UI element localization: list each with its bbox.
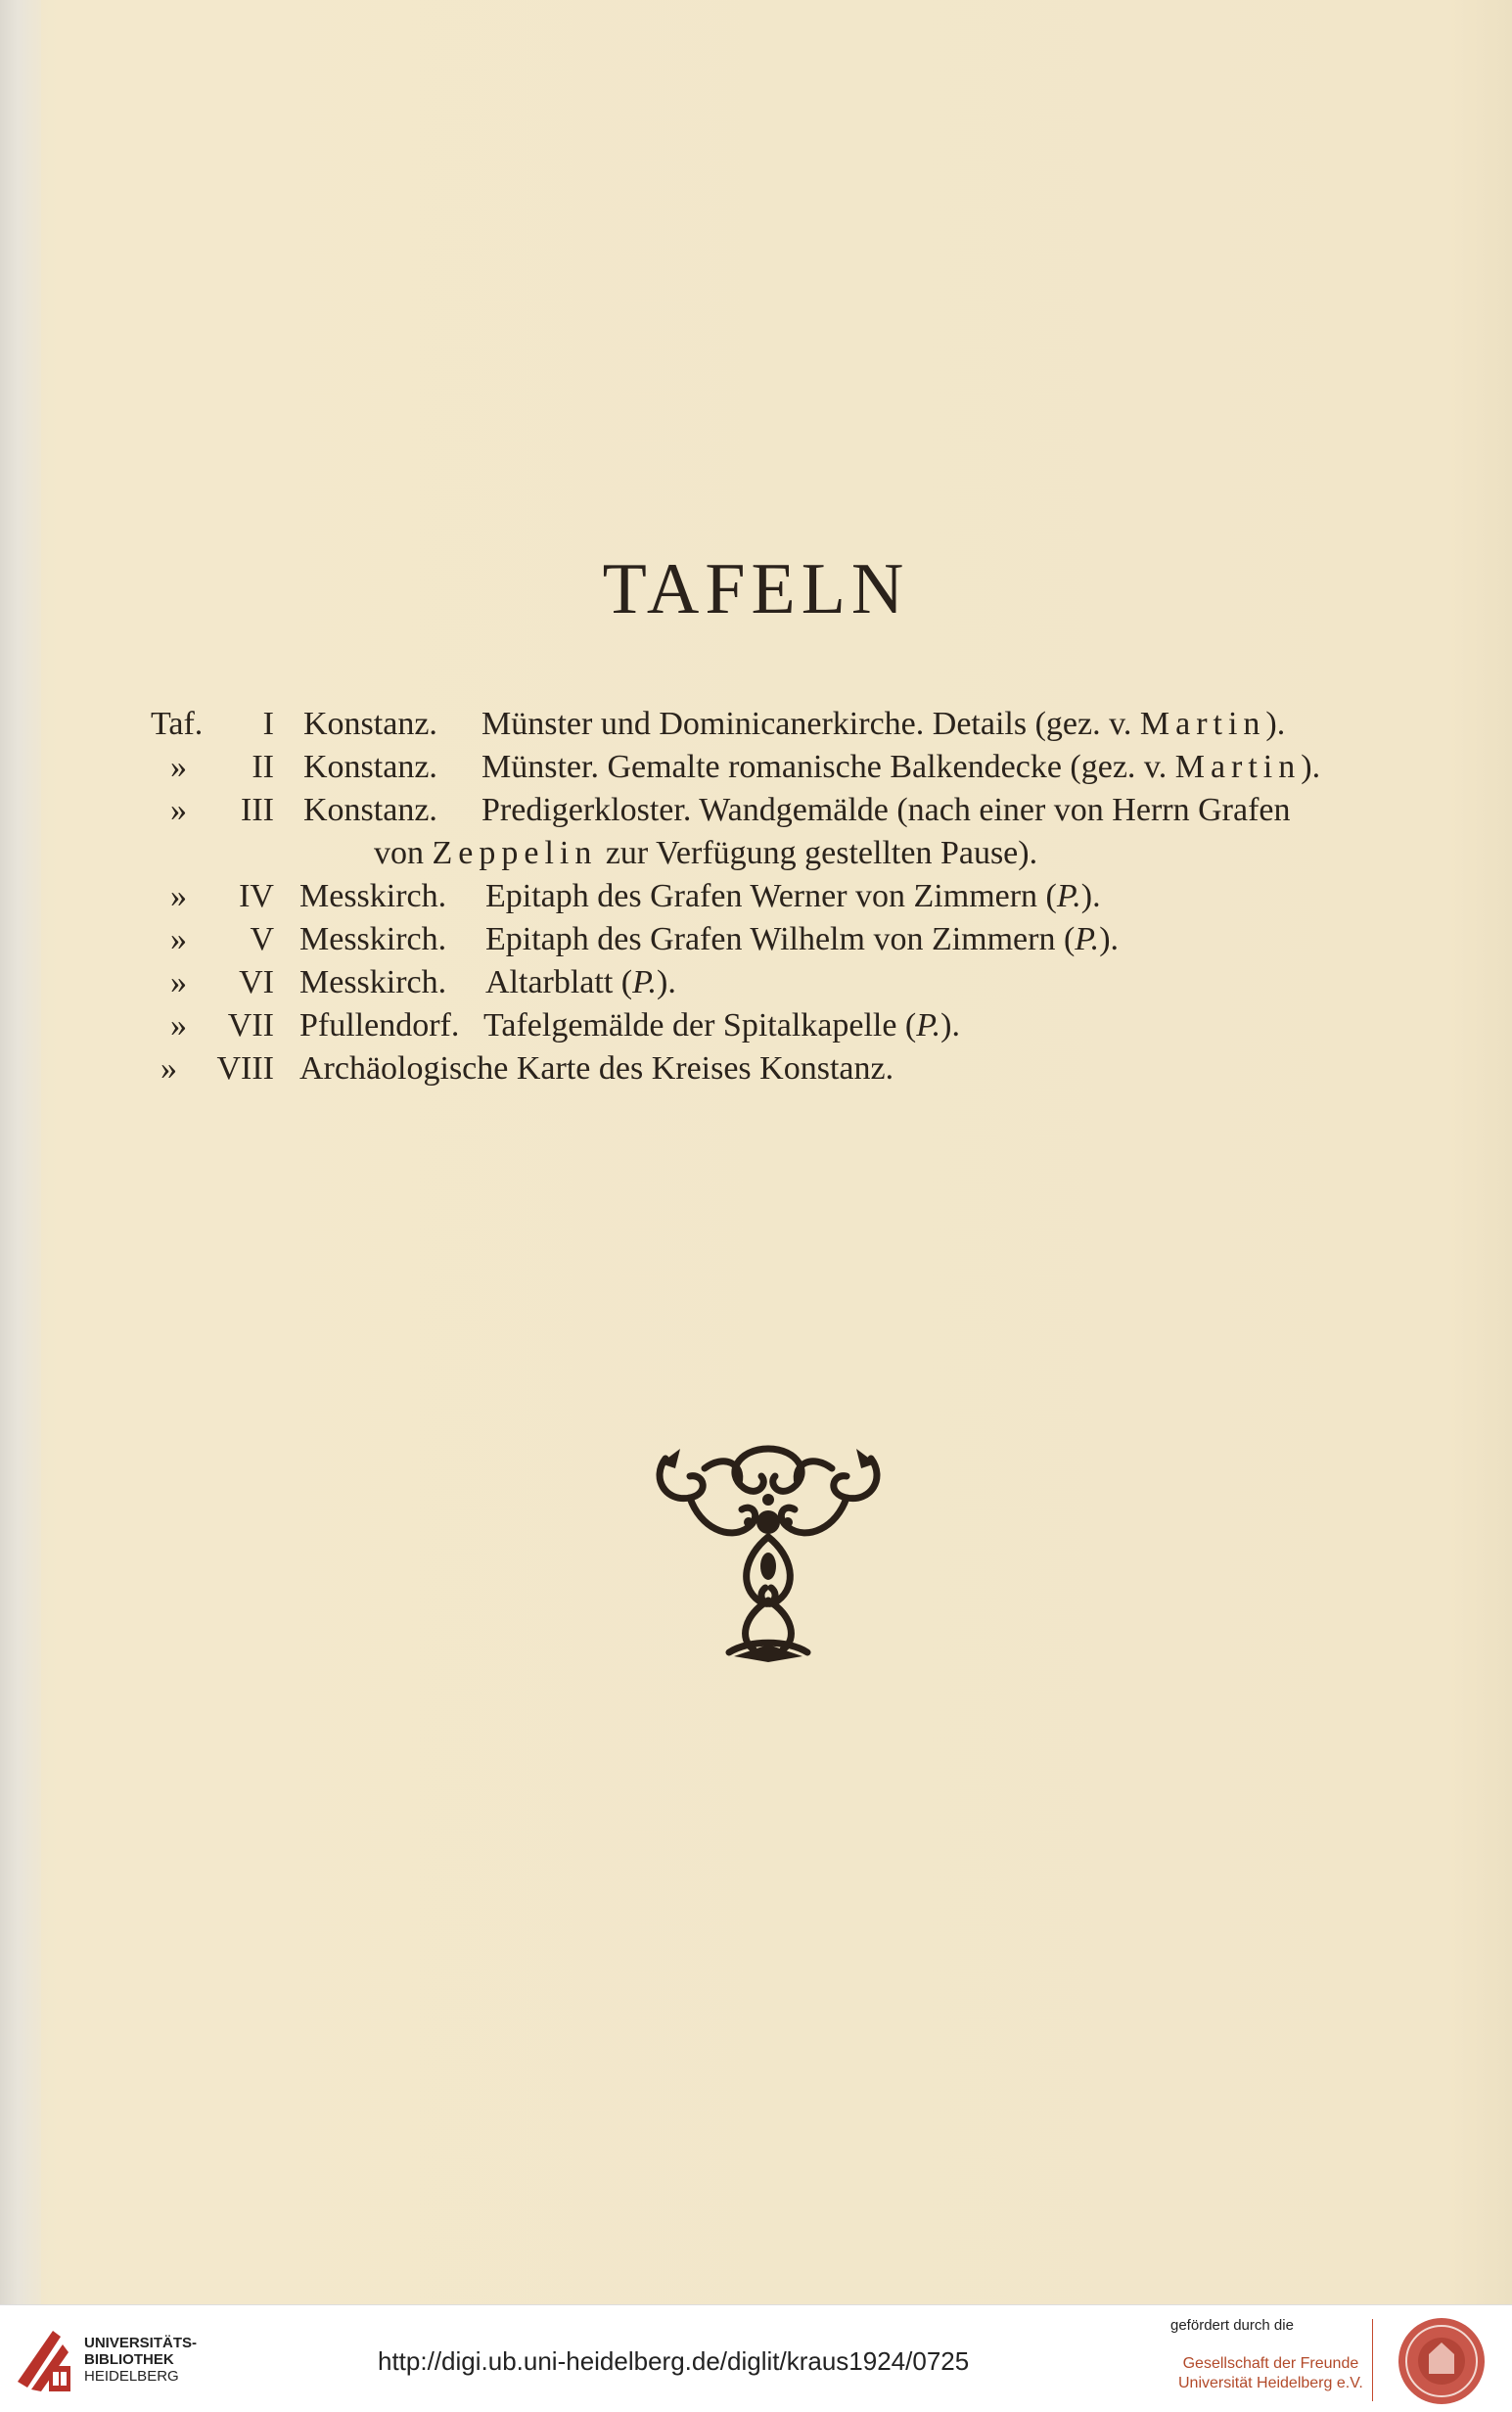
- cont-text-a: von: [374, 835, 433, 871]
- plate-prefix: Taf.: [151, 706, 204, 742]
- plate-entry: [147, 875, 1409, 918]
- plate-prefix: »: [160, 1050, 177, 1087]
- sponsor-line1: Gesellschaft der Freunde: [1182, 2355, 1359, 2372]
- plate-description: [483, 1004, 960, 1047]
- plate-description-text: Epitaph des Grafen Wilhelm von Zimmern (: [485, 921, 1076, 957]
- plate-description-text: Münster. Gemalte romanische Balkendecke (gez. v.: [481, 749, 1175, 785]
- page-title: TAFELN: [602, 549, 910, 629]
- plate-close: ).: [940, 1007, 960, 1044]
- library-logo-icon: [14, 2323, 74, 2395]
- plate-close: ).: [1301, 749, 1321, 785]
- plate-entry-continuation: [147, 832, 1409, 875]
- plate-artist: Martin: [1174, 749, 1302, 785]
- plate-description-text: Münster und Dominicanerkirche. Details (gez. v.: [481, 706, 1140, 742]
- plate-close: ).: [1265, 706, 1286, 742]
- library-name-line2: BIBLIOTHEK: [84, 2351, 174, 2368]
- plate-description: Predigerkloster. Wandgemälde (nach einer von Herrn Grafen: [481, 792, 1291, 828]
- plate-photographer: P.: [916, 1007, 941, 1044]
- plate-place: Messkirch.: [299, 878, 447, 914]
- permalink-url[interactable]: http://digi.ub.uni-heidelberg.de/diglit/kraus1924/0725: [378, 2346, 970, 2376]
- plate-description: [485, 961, 676, 1004]
- plate-description: [485, 875, 1101, 918]
- plate-entry: [147, 918, 1409, 961]
- plate-description: [481, 746, 1320, 789]
- plate-close: ).: [1080, 878, 1101, 914]
- library-name-line3: HEIDELBERG: [84, 2368, 179, 2385]
- plate-description-text: Epitaph des Grafen Werner von Zimmern (: [485, 878, 1057, 914]
- sponsor-note: gefördert durch die: [1170, 2317, 1294, 2334]
- plate-photographer: P.: [632, 964, 658, 1000]
- plate-description-text: Altarblatt (: [485, 964, 633, 1000]
- university-seal-icon: [1388, 2315, 1495, 2407]
- plate-entry: [147, 703, 1409, 746]
- plate-prefix: »: [170, 792, 187, 828]
- plate-entry: [147, 789, 1409, 832]
- plate-place: Konstanz.: [303, 792, 437, 828]
- plate-prefix: »: [170, 964, 187, 1000]
- page-edge: [0, 0, 41, 2304]
- plate-number: II: [252, 749, 274, 785]
- plate-prefix: »: [170, 749, 187, 785]
- plate-description: [481, 703, 1285, 746]
- plate-number: III: [241, 792, 274, 828]
- plate-place: Messkirch.: [299, 964, 447, 1000]
- plate-number: VI: [239, 964, 274, 1000]
- plate-number: I: [262, 706, 274, 742]
- plate-close: ).: [657, 964, 676, 1000]
- sponsor-name: [1178, 2354, 1363, 2393]
- plate-place: Messkirch.: [299, 921, 447, 957]
- plate-prefix: »: [170, 921, 187, 957]
- plate-entry: [147, 746, 1409, 789]
- plate-entry: [147, 1047, 1409, 1090]
- footer-divider: [1372, 2319, 1373, 2401]
- footer-bar: [0, 2304, 1512, 2412]
- plate-artist: Martin: [1139, 706, 1266, 742]
- plate-list: [147, 703, 1409, 1090]
- plate-place: Konstanz.: [303, 749, 437, 785]
- plate-description: [485, 918, 1119, 961]
- plate-description-text: Tafelgemälde der Spitalkapelle (: [483, 1007, 917, 1044]
- library-name: [84, 2335, 197, 2385]
- plate-number: IV: [239, 878, 274, 914]
- plate-prefix: »: [170, 878, 187, 914]
- plate-photographer: P.: [1075, 921, 1100, 957]
- plate-entry: [147, 1004, 1409, 1047]
- cont-text-b: zur Verfügung gestellten Pause).: [597, 835, 1038, 871]
- fleuron-ornament-icon: [646, 1429, 891, 1664]
- plate-entry: [147, 961, 1409, 1004]
- cont-name: Zeppelin: [432, 835, 598, 871]
- plate-prefix: »: [170, 1007, 187, 1044]
- plate-place: Konstanz.: [303, 706, 437, 742]
- plate-number: V: [250, 921, 274, 957]
- sponsor-line2: Universität Heidelberg e.V.: [1178, 2375, 1363, 2391]
- plate-place: Archäologische Karte des Kreises Konstanz.: [299, 1050, 894, 1087]
- library-name-line1: UNIVERSITÄTS-: [84, 2335, 198, 2351]
- plate-place: Pfullendorf.: [299, 1007, 460, 1044]
- plate-number: VII: [227, 1007, 274, 1044]
- plate-close: ).: [1099, 921, 1120, 957]
- plate-photographer: P.: [1056, 878, 1081, 914]
- plate-number: VIII: [216, 1050, 274, 1087]
- plate-description-continuation: [374, 832, 1037, 875]
